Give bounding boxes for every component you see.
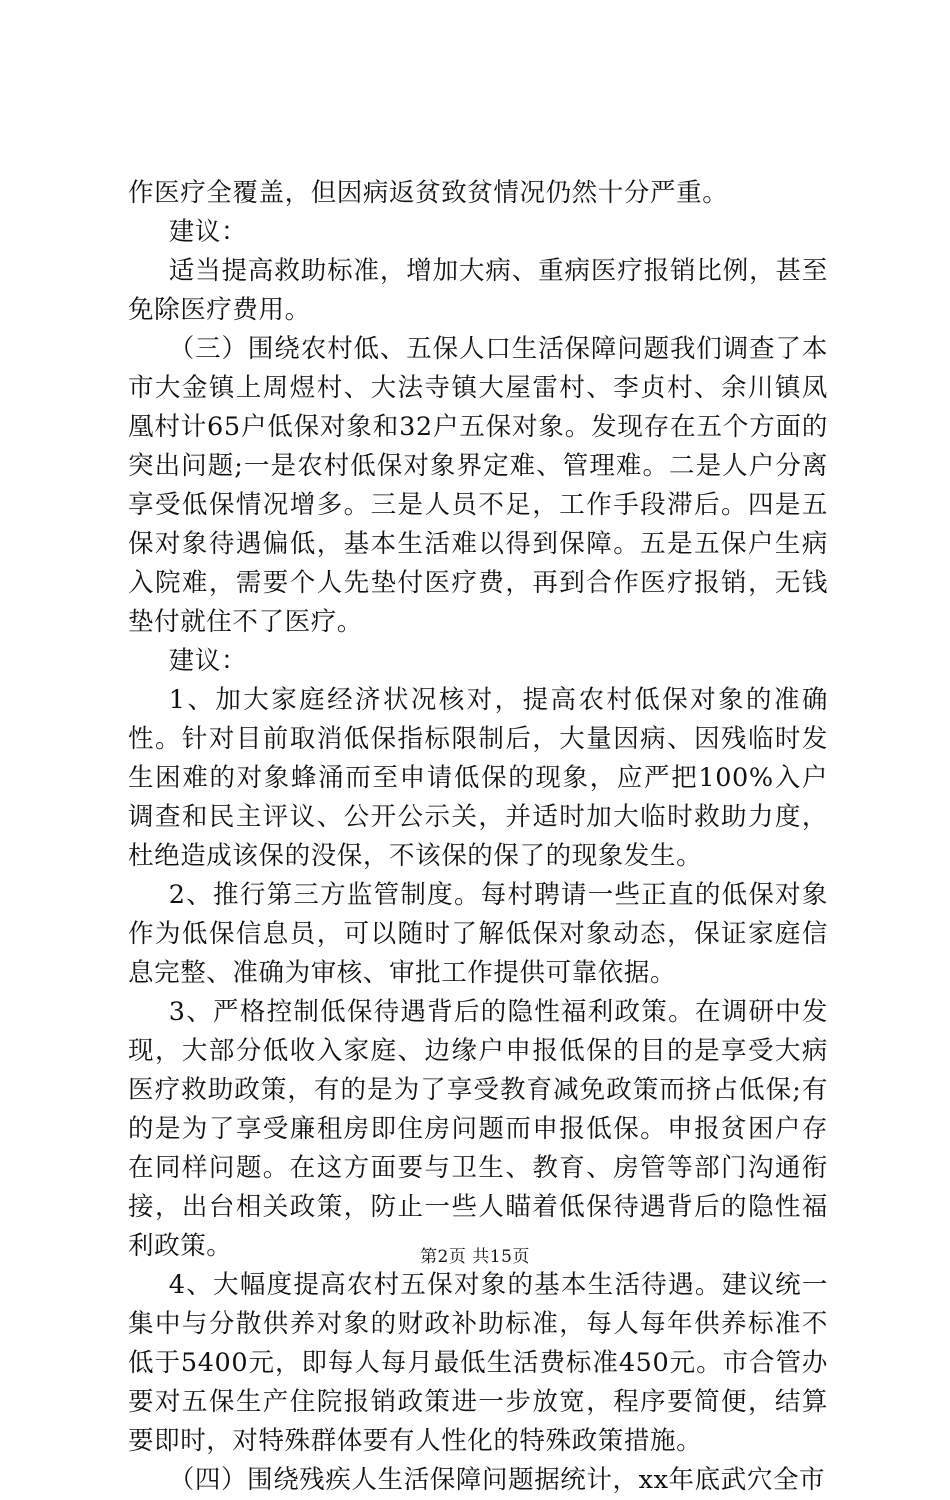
paragraph-item-2: 2、推行第三方监管制度。每村聘请一些正直的低保对象作为低保信息员，可以随时了解低保对象动态，保证家庭信息完整、准确为审核、审批工作提供可靠依据。 <box>128 880 828 988</box>
paragraph-item-4: 4、大幅度提高农村五保对象的基本生活待遇。建议统一集中与分散供养对象的财政补助标准，每人每年供养标准不低于5400元，即每人每月最低生活费标准450元。市合管办要对五保生产住院报销政策进一步放宽，程序要简便，结算要即时，对特殊群体要有人性化的特殊政策措施。 <box>128 1270 828 1456</box>
paragraph-section-three: （三）围绕农村低、五保人口生活保障问题我们调查了本市大金镇上周煜村、大法寺镇大屋雷村、李贞村、余川镇凤凰村计65户低保对象和32户五保对象。发现存在五个方面的突出问题;一是农村低保对象界定难、管理难。二是人户分离享受低保情况增多。三是人员不足，工作手段滞后。四是五保对象待遇偏低，基本生活难以得到保障。五是五保户生病入院难，需要个人先垫付医疗费，再到合作医疗报销，无钱垫付就住不了医疗。 <box>128 334 828 637</box>
paragraph-continuation: 作医疗全覆盖，但因病返贫致贫情况仍然十分严重。 <box>128 178 729 208</box>
paragraph-item-1: 1、加大家庭经济状况核对，提高农村低保对象的准确性。针对目前取消低保指标限制后，大量因病、因残临时发生困难的对象蜂涌而至申请低保的现象，应严把100%入户调查和民主评议、公开公示关，并适时加大临时救助力度，杜绝造成该保的没保，不该保的保了的现象发生。 <box>128 685 828 871</box>
paragraph-suggestion-heading: 建议： <box>168 646 248 676</box>
document-body <box>128 174 828 1500</box>
paragraph-suggestion: 适当提高救助标准，增加大病、重病医疗报销比例，甚至免除医疗费用。 <box>128 256 828 325</box>
paragraph-section-four: （四）围绕残疾人生活保障问题据统计，xx年底武穴全市 <box>168 1465 826 1495</box>
paragraph-suggestion-heading: 建议： <box>168 217 248 247</box>
paragraph-item-3: 3、严格控制低保待遇背后的隐性福利政策。在调研中发现，大部分低收入家庭、边缘户申报低保的目的是享受大病医疗救助政策，有的是为了享受教育减免政策而挤占低保;有的是为了享受廉租房即住房问题而申报低保。申报贫困户存在同样问题。在这方面要与卫生、教育、房管等部门沟通衔接，出台相关政策，防止一些人瞄着低保待遇背后的隐性福利政策。 <box>128 997 828 1261</box>
page-number: 第2页 共15页 <box>420 1247 530 1267</box>
